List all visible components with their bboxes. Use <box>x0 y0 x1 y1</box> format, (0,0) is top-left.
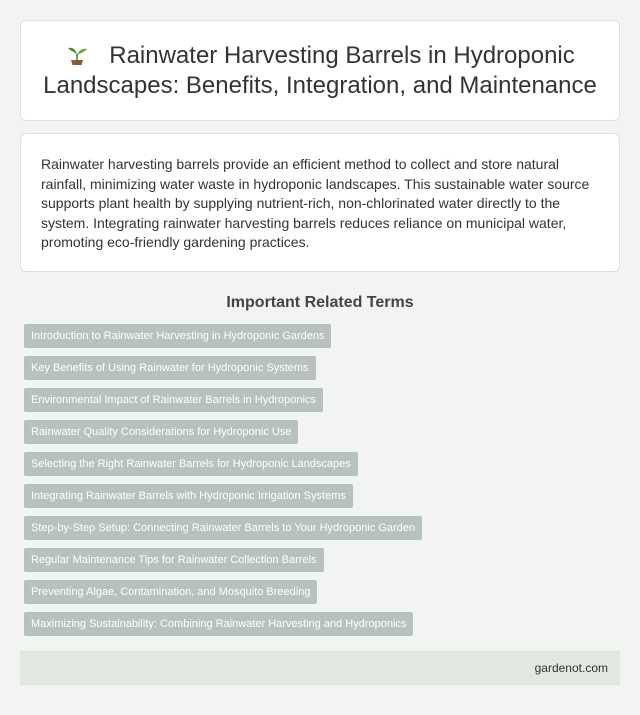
term-tag[interactable]: Environmental Impact of Rainwater Barrels in Hydroponics <box>24 388 323 412</box>
term-tag[interactable]: Regular Maintenance Tips for Rainwater Collection Barrels <box>24 548 324 572</box>
term-tag[interactable]: Preventing Algae, Contamination, and Mosquito Breeding <box>24 580 317 604</box>
term-tag[interactable]: Rainwater Quality Considerations for Hydroponic Use <box>24 420 298 444</box>
related-terms-list <box>24 324 640 636</box>
term-tag[interactable]: Key Benefits of Using Rainwater for Hydroponic Systems <box>24 356 316 380</box>
term-tag[interactable]: Integrating Rainwater Barrels with Hydroponic Irrigation Systems <box>24 484 353 508</box>
term-tag[interactable]: Step-by-Step Setup: Connecting Rainwater Barrels to Your Hydroponic Garden <box>24 516 422 540</box>
term-tag[interactable]: Introduction to Rainwater Harvesting in Hydroponic Gardens <box>24 324 331 348</box>
related-terms-heading: Important Related Terms <box>226 294 414 311</box>
intro-paragraph: Rainwater harvesting barrels provide an efficient method to collect and store natural rainfall, minimizing water waste in hydroponic landscapes. This sustainable water source supports plant health by supplying nutrient-rich, non-chlorinated water directly to the system. Integrating rainwater harvesting barrels reduces reliance on municipal water, promoting eco-friendly gardening practices. <box>41 156 590 250</box>
sprout-icon <box>65 42 89 66</box>
footer <box>20 651 620 685</box>
page-title-text: Rainwater Harvesting Barrels in Hydroponic Landscapes: Benefits, Integration, and Maintenance <box>43 41 597 99</box>
intro-card <box>20 133 620 272</box>
title-card <box>20 20 620 121</box>
footer-site-name[interactable]: gardenot.com <box>534 661 608 675</box>
term-tag[interactable]: Maximizing Sustainability: Combining Rainwater Harvesting and Hydroponics <box>24 612 413 636</box>
page-title <box>41 41 599 101</box>
term-tag[interactable]: Selecting the Right Rainwater Barrels for Hydroponic Landscapes <box>24 452 358 476</box>
